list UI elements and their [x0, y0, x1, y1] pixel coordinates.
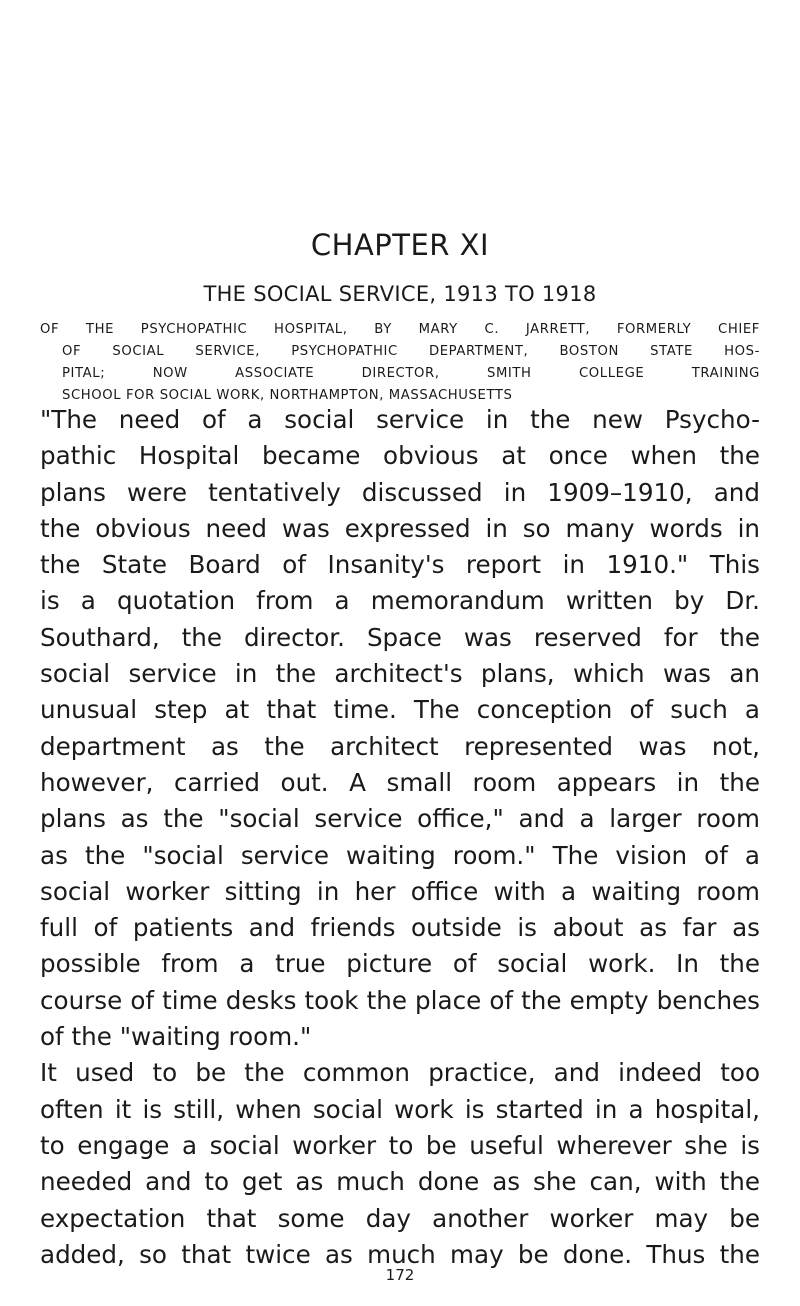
body-line: pathic Hospital became obvious at once when the [40, 441, 760, 471]
body-line: course of time desks took the place of the empty benches [40, 985, 760, 1015]
byline-line: PITAL; NOW ASSOCIATE DIRECTOR, SMITH COLLEGE TRAINING [62, 366, 760, 381]
body-line: social worker sitting in her office with a waiting room [40, 876, 760, 906]
body-line: needed and to get as much done as she can, with the [40, 1167, 760, 1197]
body-line: however, carried out. A small room appears in the [40, 767, 760, 797]
body-line: Southard, the director. Space was reserved for the [40, 622, 760, 652]
body-line: as the "social service waiting room." The vision of a [40, 840, 760, 870]
body-line: "The need of a social service in the new Psycho- [40, 405, 760, 434]
body-line: to engage a social worker to be useful wherever she is [40, 1130, 760, 1160]
body-line: unusual step at that time. The conception of such a [40, 695, 760, 725]
body-line: full of patients and friends outside is about as far as [40, 913, 760, 943]
body-line: of the "waiting room." [40, 1022, 312, 1052]
body-text [40, 402, 760, 1273]
body-line: social service in the architect's plans, which was an [40, 659, 760, 689]
body-line: It used to be the common practice, and indeed too [40, 1058, 760, 1088]
body-line: the obvious need was expressed in so many words in [40, 513, 760, 543]
body-line: plans as the "social service office," and a larger room [40, 804, 760, 834]
chapter-title: THE SOCIAL SERVICE, 1913 TO 1918 [203, 282, 597, 306]
body-line: the State Board of Insanity's report in 1910." This [40, 550, 760, 580]
body-line: added, so that twice as much may be done. Thus the [40, 1239, 760, 1269]
body-line: department as the architect represented was not, [40, 731, 760, 761]
body-line: is a quotation from a memorandum written by Dr. [40, 586, 760, 616]
byline-line: SCHOOL FOR SOCIAL WORK, NORTHAMPTON, MASSACHUSETTS [62, 388, 513, 403]
byline-line: OF SOCIAL SERVICE, PSYCHOPATHIC DEPARTMENT, BOSTON STATE HOS- [62, 344, 760, 359]
byline [40, 319, 760, 407]
byline-line: OF THE PSYCHOPATHIC HOSPITAL, BY MARY C. JARRETT, FORMERLY CHIEF [40, 322, 760, 337]
body-line: expectation that some day another worker may be [40, 1203, 760, 1233]
body-line: plans were tentatively discussed in 1909–1910, and [40, 477, 760, 507]
body-line: often it is still, when social work is started in a hospital, [40, 1094, 760, 1124]
page-number: 172 [385, 1266, 415, 1284]
chapter-heading: CHAPTER XI [310, 228, 490, 262]
body-line: possible from a true picture of social work. In the [40, 949, 760, 979]
